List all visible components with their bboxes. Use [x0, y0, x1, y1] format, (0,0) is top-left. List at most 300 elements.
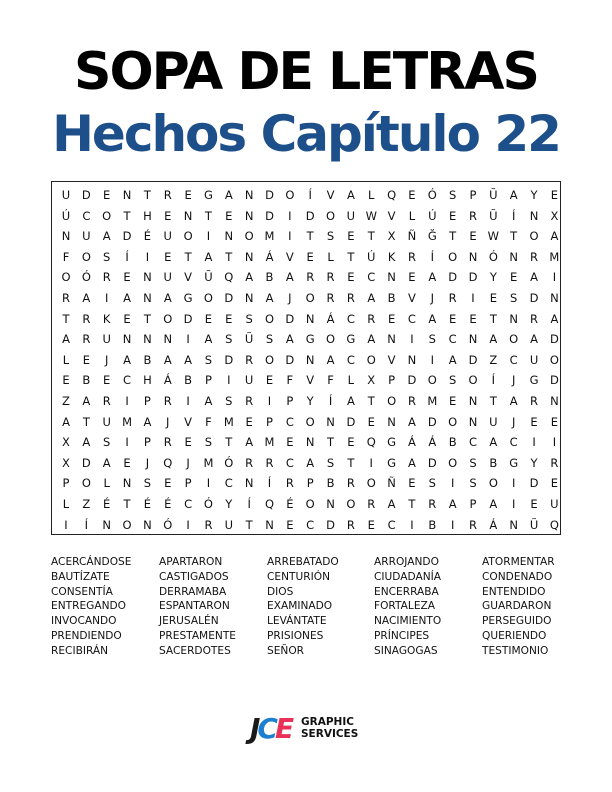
grid-cell: R [163, 188, 172, 202]
grid-cell: J [511, 373, 516, 388]
grid-cell: D [224, 291, 234, 305]
grid-cell: I [471, 291, 475, 305]
word-column [159, 555, 269, 659]
grid-cell: R [346, 291, 355, 305]
grid-row [52, 247, 562, 268]
grid-cell: A [509, 394, 518, 408]
grid-cell: N [387, 270, 396, 285]
grid-cell: E [184, 435, 192, 450]
grid-cell: O [305, 291, 315, 305]
word-item: EXAMINADO [267, 600, 333, 613]
grid-cell: R [163, 394, 172, 408]
grid-cell: T [123, 497, 131, 511]
grid-cell: Í [328, 394, 333, 408]
grid-cell: O [366, 352, 376, 367]
grid-cell: R [346, 517, 355, 532]
word-item: PERSEGUIDO [482, 615, 552, 628]
grid-cell: I [125, 435, 129, 450]
grid-cell: O [305, 497, 315, 511]
grid-cell: E [449, 394, 457, 408]
grid-cell: A [408, 455, 416, 470]
grid-cell: Q [224, 270, 234, 285]
grid-cell: N [122, 476, 132, 491]
grid-cell: D [81, 455, 91, 470]
grid-cell: F [327, 373, 334, 388]
grid-cell: S [225, 394, 233, 408]
grid-cell: D [346, 414, 356, 429]
grid-cell: Y [530, 455, 538, 470]
grid-cell: W [365, 208, 377, 223]
grid-cell: N [305, 352, 315, 367]
grid-cell: A [204, 249, 213, 264]
grid-cell: C [448, 332, 457, 347]
grid-cell: O [285, 188, 295, 202]
grid-cell: R [367, 311, 376, 326]
grid-cell: Ú [428, 208, 437, 223]
grid-cell: I [206, 476, 211, 491]
grid-cell: N [468, 414, 478, 429]
grid-cell: V [184, 414, 193, 429]
grid-cell: I [288, 208, 292, 223]
grid-cell: R [407, 394, 416, 408]
word-item: CONDENADO [482, 570, 553, 583]
grid-cell: H [143, 208, 152, 223]
grid-cell: R [245, 394, 254, 408]
grid-cell: U [102, 332, 111, 347]
word-column [267, 555, 377, 659]
grid-cell: N [387, 332, 396, 347]
grid-cell: I [186, 394, 190, 408]
grid-cell: S [103, 249, 111, 264]
grid-cell: A [367, 332, 376, 347]
grid-cell: T [367, 229, 375, 244]
grid-cell: A [346, 188, 355, 202]
grid-cell: J [511, 414, 516, 429]
grid-cell: D [407, 373, 417, 388]
jce-logo [250, 712, 370, 746]
grid-cell: N [143, 270, 152, 285]
grid-cell: K [102, 311, 111, 326]
grid-cell: G [387, 435, 397, 450]
grid-cell: Í [491, 373, 496, 388]
grid-cell: C [407, 311, 416, 326]
grid-row [52, 494, 562, 515]
grid-cell: D [529, 291, 539, 305]
grid-cell: E [347, 270, 355, 285]
grid-cell: A [428, 311, 437, 326]
grid-cell: N [244, 249, 254, 264]
grid-cell: T [225, 435, 233, 450]
grid-cell: E [225, 311, 233, 326]
word-item: RECIBIRÁN [51, 644, 109, 657]
grid-row [52, 370, 562, 391]
grid-cell: R [102, 270, 111, 285]
grid-cell: É [164, 497, 172, 511]
grid-cell: O [488, 476, 498, 491]
grid-cell: R [367, 497, 376, 511]
grid-cell: I [369, 455, 373, 470]
grid-cell: N [305, 435, 315, 450]
grid-cell: U [244, 373, 254, 388]
grid-cell: X [387, 229, 396, 244]
grid-cell: S [326, 229, 335, 244]
letter-grid [51, 181, 561, 535]
grid-cell: Á [163, 373, 172, 388]
grid-cell: M [427, 394, 438, 408]
grid-cell: E [123, 311, 131, 326]
grid-cell: A [306, 455, 315, 470]
grid-cell: E [408, 476, 416, 491]
grid-cell: G [529, 373, 539, 388]
word-item: SACERDOTES [159, 644, 231, 657]
word-item: ARREBATADO [267, 556, 339, 568]
grid-cell: G [203, 188, 213, 202]
grid-cell: A [428, 270, 437, 285]
grid-cell: T [327, 435, 335, 450]
grid-cell: E [550, 414, 559, 429]
word-item: PRENDIENDO [51, 629, 122, 642]
grid-cell: E [449, 208, 457, 223]
grid-cell: N [529, 208, 539, 223]
grid-cell: Ó [163, 517, 173, 532]
grid-cell: R [530, 311, 539, 326]
grid-cell: D [468, 270, 478, 285]
grid-cell: A [82, 435, 91, 450]
word-item: CONSENTÍA [51, 585, 113, 598]
grid-row [52, 267, 562, 288]
word-item: DIOS [267, 585, 294, 598]
grid-cell: S [204, 435, 213, 450]
grid-cell: Í [267, 476, 272, 491]
grid-cell: S [469, 476, 477, 491]
grid-cell: Ú [61, 208, 71, 223]
grid-cell: O [244, 229, 254, 244]
grid-cell: A [123, 352, 131, 367]
word-item: ENCERRABA [374, 585, 439, 598]
grid-cell: N [509, 249, 518, 264]
grid-cell: I [288, 229, 292, 244]
grid-cell: E [164, 249, 172, 264]
grid-cell: A [387, 497, 396, 511]
grid-cell: T [306, 229, 314, 244]
grid-cell: E [306, 249, 314, 264]
grid-cell: J [104, 352, 109, 367]
grid-cell: I [552, 435, 557, 450]
grid-cell: Ó [224, 455, 234, 470]
grid-cell: B [184, 373, 193, 388]
grid-cell: L [368, 188, 375, 202]
grid-cell: I [450, 476, 455, 491]
grid-cell: N [244, 188, 254, 202]
grid-cell: Í [308, 188, 312, 202]
grid-cell: M [549, 249, 560, 264]
grid-cell: E [510, 270, 518, 285]
word-column [374, 555, 484, 659]
word-item: PRESTAMENTE [159, 629, 236, 642]
grid-cell: E [225, 208, 233, 223]
grid-cell: C [82, 208, 91, 223]
grid-row [52, 206, 562, 227]
grid-cell: Á [265, 249, 274, 264]
grid-cell: Ũ [244, 332, 254, 347]
grid-row [52, 329, 562, 350]
grid-cell: A [245, 435, 254, 450]
grid-cell: A [102, 229, 111, 244]
grid-cell: O [122, 517, 132, 532]
grid-cell: Z [82, 497, 91, 511]
grid-cell: E [123, 270, 131, 285]
grid-cell: E [164, 208, 172, 223]
grid-cell: A [163, 352, 172, 367]
grid-cell: V [387, 208, 396, 223]
grid-cell: A [184, 352, 193, 367]
grid-cell: Á [428, 435, 437, 450]
grid-cell: C [224, 476, 233, 491]
word-item: CENTURIÓN [267, 570, 330, 583]
page-title: SOPA DE LETRAS [74, 42, 538, 102]
grid-cell: C [468, 435, 478, 450]
grid-cell: A [102, 455, 111, 470]
grid-cell: M [264, 435, 275, 450]
grid-cell: N [122, 332, 132, 347]
grid-cell: E [123, 455, 131, 470]
grid-cell: N [550, 394, 559, 408]
grid-cell: A [509, 188, 518, 202]
grid-cell: B [448, 435, 457, 450]
grid-cell: O [387, 394, 397, 408]
grid-cell: I [410, 332, 414, 347]
grid-cell: A [489, 497, 498, 511]
logo-letter-e: E [274, 712, 292, 745]
grid-cell: N [265, 517, 274, 532]
grid-cell: T [449, 229, 457, 244]
grid-cell: U [163, 229, 172, 244]
grid-cell: G [387, 455, 397, 470]
grid-cell: P [469, 497, 477, 511]
grid-cell: P [266, 414, 273, 429]
grid-cell: R [265, 455, 274, 470]
grid-cell: O [427, 373, 437, 388]
page-subtitle: Hechos Capítulo 22 [52, 105, 560, 163]
grid-cell: N [509, 311, 518, 326]
grid-cell: L [103, 476, 110, 491]
grid-cell: M [203, 455, 214, 470]
grid-cell: D [122, 229, 132, 244]
grid-cell: Ó [203, 497, 213, 511]
grid-cell: N [468, 394, 478, 408]
word-item: DERRAMABA [159, 585, 227, 598]
logo-text [301, 716, 358, 740]
grid-cell: C [346, 311, 355, 326]
grid-cell: O [102, 208, 112, 223]
grid-cell: Í [247, 497, 251, 511]
grid-cell: A [367, 291, 376, 305]
grid-cell: H [143, 373, 152, 388]
grid-cell: E [245, 414, 253, 429]
grid-cell: E [265, 373, 274, 388]
grid-cell: P [62, 476, 70, 491]
grid-cell: F [205, 414, 212, 429]
word-column [51, 555, 161, 659]
grid-cell: U [550, 497, 559, 511]
grid-cell: D [265, 208, 274, 223]
grid-cell: Y [489, 270, 497, 285]
grid-cell: E [103, 373, 111, 388]
grid-cell: T [123, 208, 131, 223]
grid-cell: D [468, 352, 478, 367]
grid-cell: J [166, 414, 170, 429]
grid-cell: D [285, 311, 295, 326]
grid-cell: I [552, 270, 557, 285]
grid-cell: Z [62, 394, 70, 408]
grid-cell: U [346, 208, 356, 223]
grid-cell: O [305, 414, 315, 429]
grid-cell: R [285, 476, 294, 491]
word-item: ESPANTARON [159, 600, 230, 613]
grid-cell: E [62, 373, 70, 388]
grid-cell: R [469, 208, 477, 223]
grid-cell: X [367, 373, 376, 388]
grid-cell: A [448, 497, 457, 511]
grid-cell: V [408, 291, 416, 305]
grid-cell: B [143, 352, 152, 367]
grid-cell: N [122, 188, 132, 202]
grid-cell: A [489, 332, 498, 347]
grid-cell: K [387, 249, 396, 264]
grid-cell: I [430, 352, 434, 367]
grid-cell: O [448, 414, 458, 429]
grid-cell: S [103, 435, 111, 450]
grid-cell: I [145, 249, 150, 264]
grid-cell: T [245, 517, 253, 532]
grid-cell: J [430, 291, 434, 305]
grid-cell: E [489, 291, 497, 305]
grid-cell: Q [163, 455, 173, 470]
grid-cell: J [288, 291, 292, 305]
grid-cell: O [183, 229, 193, 244]
word-column [482, 555, 592, 659]
grid-cell: T [489, 394, 497, 408]
grid-cell: I [64, 517, 68, 532]
grid-cell: Ũ [204, 270, 213, 285]
grid-cell: A [265, 291, 274, 305]
grid-cell: E [449, 311, 457, 326]
grid-cell: G [305, 332, 315, 347]
word-item: CIUDADANÍA [374, 570, 442, 583]
grid-cell: E [469, 311, 477, 326]
grid-cell: T [367, 394, 375, 408]
word-item: APARTARON [159, 556, 223, 568]
grid-cell: N [244, 291, 254, 305]
grid-cell: I [227, 373, 231, 388]
grid-cell: N [183, 208, 193, 223]
grid-cell: O [163, 311, 173, 326]
grid-cell: A [163, 291, 172, 305]
grid-cell: C [367, 270, 376, 285]
grid-cell: R [326, 291, 335, 305]
grid-cell: N [468, 332, 478, 347]
grid-cell: C [285, 455, 294, 470]
grid-cell: L [347, 373, 355, 388]
logo-letter-c: C [257, 712, 275, 745]
grid-cell: R [550, 455, 559, 470]
grid-cell: R [62, 291, 70, 305]
grid-row [52, 350, 562, 371]
grid-cell: P [143, 435, 151, 450]
grid-cell: M [264, 229, 275, 244]
grid-cell: I [410, 517, 414, 532]
grid-cell: B [265, 270, 274, 285]
logo-mark [250, 712, 291, 746]
grid-cell: A [448, 352, 457, 367]
word-item: NACIMIENTO [374, 615, 442, 628]
word-item: ENTREGANDO [51, 600, 127, 613]
grid-cell: O [549, 352, 559, 367]
grid-cell: É [286, 497, 294, 511]
grid-cell: Z [489, 352, 498, 367]
grid-cell: R [163, 435, 172, 450]
grid-cell: F [286, 373, 294, 388]
grid-cell: Ó [427, 188, 437, 202]
grid-cell: D [305, 208, 315, 223]
grid-cell: G [346, 332, 356, 347]
grid-cell: E [469, 229, 477, 244]
grid-cell: R [530, 249, 539, 264]
grid-cell: I [206, 229, 211, 244]
grid-cell: B [326, 476, 335, 491]
grid-cell: R [448, 291, 457, 305]
grid-cell: L [62, 497, 70, 511]
grid-cell: N [244, 208, 254, 223]
grid-cell: A [530, 270, 538, 285]
grid-cell: Ũ [489, 188, 498, 202]
grid-cell: P [469, 188, 477, 202]
grid-cell: W [487, 229, 500, 244]
grid-cell: S [428, 476, 436, 491]
grid-cell: É [143, 229, 152, 244]
word-item: ATORMENTAR [482, 556, 555, 568]
grid-cell: R [428, 497, 437, 511]
word-item: TESTIMONIO [482, 644, 549, 657]
grid-cell: X [62, 435, 70, 450]
grid-cell: R [407, 249, 416, 264]
grid-cell: O [81, 249, 91, 264]
grid-cell: N [407, 352, 417, 367]
grid-cell: D [529, 476, 539, 491]
grid-cell: O [468, 373, 478, 388]
grid-cell: O [346, 497, 356, 511]
grid-cell: Á [326, 311, 335, 326]
grid-cell: E [387, 311, 396, 326]
grid-cell: T [143, 311, 151, 326]
grid-cell: Ũ [529, 517, 539, 532]
grid-cell: E [286, 435, 294, 450]
grid-cell: X [62, 455, 70, 470]
grid-cell: N [102, 517, 111, 532]
grid-cell: C [346, 352, 355, 367]
grid-cell: A [62, 414, 70, 429]
grid-cell: T [347, 455, 355, 470]
grid-cell: N [509, 517, 518, 532]
grid-row [52, 391, 562, 412]
grid-cell: E [286, 517, 294, 532]
grid-cell: R [204, 517, 213, 532]
grid-cell: S [225, 332, 233, 347]
grid-cell: A [82, 291, 91, 305]
grid-cell: A [346, 394, 355, 408]
word-item: QUERIENDO [482, 629, 547, 642]
grid-cell: D [81, 188, 91, 202]
